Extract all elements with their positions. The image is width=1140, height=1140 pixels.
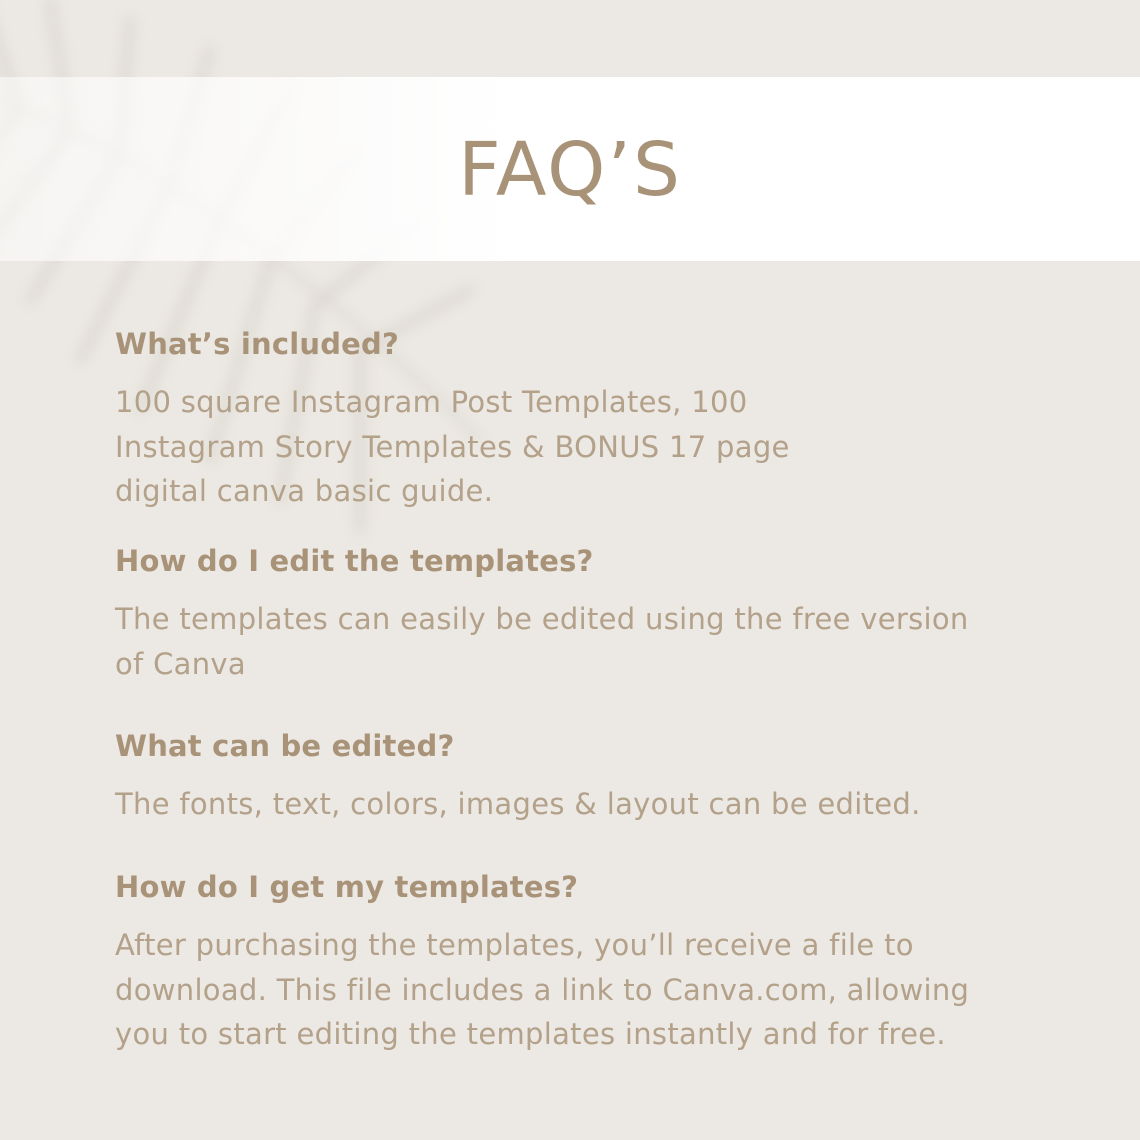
faq-answer-line: The fonts, text, colors, images & layout can be edited. bbox=[115, 787, 921, 821]
faq-answer-line: 100 square Instagram Post Templates, 100 bbox=[115, 385, 748, 419]
faq-answer bbox=[115, 923, 1045, 1057]
page-title: FAQ’S bbox=[458, 127, 682, 213]
faq-answer-line: Instagram Story Templates & BONUS 17 page bbox=[115, 429, 790, 464]
faq-answer-line: download. This file includes a link to Canva.com, allowing bbox=[115, 972, 970, 1007]
faq-question: What’s included? bbox=[115, 327, 400, 361]
faq-answer bbox=[115, 380, 1045, 514]
faq-answer bbox=[115, 782, 1045, 827]
faq-item-whats-included bbox=[115, 326, 1045, 514]
faq-item-how-to-edit bbox=[115, 543, 1045, 686]
faq-answer-line: After purchasing the templates, you’ll receive a file to bbox=[115, 928, 914, 962]
faq-answer-line: you to start editing the templates instantly and for free. bbox=[115, 1017, 946, 1051]
faq-answer bbox=[115, 597, 1045, 686]
faq-item-what-can-be-edited bbox=[115, 728, 1045, 827]
faq-question: How do I get my templates? bbox=[115, 870, 579, 904]
faq-item-how-to-get-templates bbox=[115, 869, 1045, 1057]
faq-answer-line: of Canva bbox=[115, 646, 246, 681]
faq-question: What can be edited? bbox=[115, 729, 455, 763]
faq-question: How do I edit the templates? bbox=[115, 544, 594, 578]
faq-answer-line: The templates can easily be edited using the free version bbox=[115, 602, 969, 636]
faq-answer-line: digital canva basic guide. bbox=[115, 474, 494, 508]
